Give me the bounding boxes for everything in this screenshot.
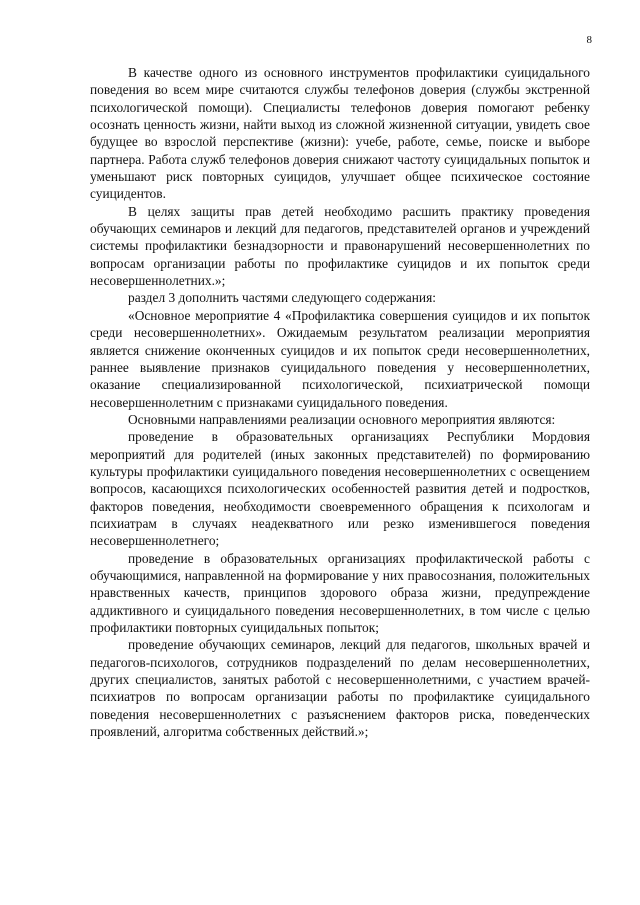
page-number: 8 [586, 34, 592, 46]
paragraph-helpline: В качестве одного из основного инструментов профилактики суицидального поведения во всем мире считаются службы телефонов доверия (службы экстренной психологической помощи). Специалисты телефонов доверия помогают ребенку осознать ценность жизни, найти выход из сложной жизненной ситуации, увидеть свое будущее во взрослой перспективе (жизни): учебе, работе, семье, поиске и выборе партнера. Работа служб телефонов доверия снижают частоту суицидальных попыток и уменьшают риск повторных суицидов, улучшает общее психическое состояние суицидентов. [90, 65, 590, 202]
document-body [90, 64, 590, 740]
paragraph-students-work: проведение в образовательных организациях профилактической работы с обучающимися, направленной на формирование у них правосознания, положительных нравственных качеств, принципов здорового образа жизни, предупреждение аддиктивного и суицидального поведения несовершеннолетних, в том числе с целью профилактики повторных суицидальных попыток; [90, 550, 590, 635]
paragraph-training-seminars: проведение обучающих семинаров, лекций для педагогов, школьных врачей и педагогов-психологов, сотрудников подразделений по делам несовершеннолетних, других специалистов, занятых работой с несовершеннолетними, с участием врачей-психиатров по вопросам организации работы по профилактике суицидального поведения несовершеннолетних с разъяснением факторов риска, поведенческих проявлений, алгоритма собственных действий.»; [90, 637, 590, 740]
paragraph-section-3-amendment: раздел 3 дополнить частями следующего содержания: [128, 290, 436, 306]
paragraph-directions-intro: Основными направлениями реализации основного мероприятия являются: [128, 411, 556, 427]
paragraph-parents-events: проведение в образовательных организациях Республики Мордовия мероприятий для родителей (иных законных представителей) по формированию культуры профилактики суицидального поведения несовершеннолетних с освещением вопросов, касающихся психологических особенностей развития детей и подростков, факторов поведения, необходимости своевременного обращения к психологам и психиатрам в случаях неадекватного или резко изменившегося поведения несовершеннолетнего; [90, 429, 590, 549]
paragraph-seminars-practice: В целях защиты прав детей необходимо расшить практику проведения обучающих семинаров и лекций для педагогов, представителей органов и учреждений системы профилактики безнадзорности и правонарушений несовершеннолетних по вопросам организации работы по профилактике суицидов и их попыток среди несовершеннолетних.»; [90, 203, 590, 289]
paragraph-main-activity-4: «Основное мероприятие 4 «Профилактика совершения суицидов и их попыток среди несовершеннолетних». Ожидаемым результатом реализации мероприятия является снижение оконченных суицидов и их попыток среди несовершеннолетних, раннее выявление признаков суицидального поведения у несовершеннолетних, оказание специализированной психологической, психиатрической помощи несовершеннолетним с признаками суицидального поведения. [90, 307, 590, 410]
